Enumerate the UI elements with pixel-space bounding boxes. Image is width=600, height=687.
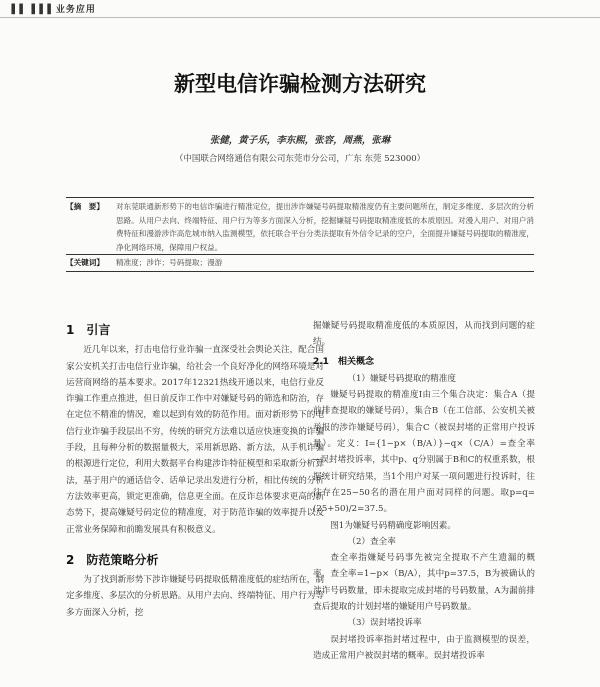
paper-title: 新型电信诈骗检测方法研究 [174,72,426,96]
abstract-mid-rule [66,254,534,255]
sub-2-text: 查全率指嫌疑号码事先被完全提取不产生遗漏的概率，查全率=1−p×（B/A），其中p=37.5，B为被确认的涉诈号码数量，即未提取完成封堵的号码数量，A为漏前排查后提取的计划封堵的嫌疑用户号码数量。 [313,553,535,613]
journal-header [8,2,96,16]
section-2-heading: 2 防范策略分析 [66,552,159,567]
keywords-block [66,256,534,270]
paper-authors: 张健，黄子乐，李东熙，张容，周燕，张琳 [209,135,391,146]
sub-1-text: 嫌疑号码提取的精准度I由三个集合决定：集合A（提前排查提取的嫌疑号码），集合B（在工信部、公安机关被举报的涉诈嫌疑号码），集合C（被误封堵的正常用户投诉量）。定义：I={1−p×（B/A）}−q×（C/A）=查全率−误封堵投诉率，其中p、q分别属于B和C的权重系数，根据统计研究结果，当1个用户对某一项问题进行投诉时，往往存在25~50名的潜在用户面对同样的问题。取p=q=(25+50)/2=37.5。 [313,390,535,515]
keywords-text: 精准度；涉诈；号码提取；漫游 [116,258,223,267]
section-1-heading: 1 引言 [66,323,111,337]
figure-note: 图1为嫌疑号码精确度影响因素。 [330,520,456,531]
abstract-text: 对东莞联通新形势下的电信诈骗进行精准定位，提出涉诈嫌疑号码提取精准度仍有主要问题所在，制定多维度、多层次的分析思路。从用户去向、终端特征、用户行为等多方面深入分析，挖掘嫌疑号码提取精准度低的本质原因。对漫入用户、对用户消费特征和漫游涉诈高危城市纳入监测模型，依托联合平台分类法提取有外信令记录的空户，全面提升嫌疑号码提取的精准度，净化网络环境，保障用户权益。 [116,202,534,252]
keywords-label: 【关键词】 [66,258,104,267]
section-1-paragraph: 近几年以来，打击电信行业诈骗一直深受社会舆论关注，配合国家公安机关打击电信行业诈骗，给社会一个良好净化的网络环境是对运营商网络的基本要求。2017年12321热线开通以来，电信行业反诈骗工作重点推进，但日前反诈工作中对嫌疑号码的筛选和防治，存在定位不精准的情况，难以起到有效的防范作用。面对新形势下的电信行业诈骗手段层出不穷，传统的研究方法难以适应快速变换的诈骗手段，且每种分析的数据量极大，采用新思路、新方法，从手机诈骗的根源进行定位，利用大数据平台构建涉诈特征模型和采取新分析算法，基于用户的通话信令、话单记录出发进行分析，相比传统的分析方法效率更高，锁定更准确，信息更全面。在反诈总体要求更高的新态势下，提高嫌疑号码定位的精准度，对于防范诈骗的效率提升以及正常业务保障和前瞻发展具有积极意义。 [66,345,324,535]
sub-2-heading: （2）查全率 [347,536,396,547]
header-marks-icon: ▐▐ ▐▐▐ [8,5,52,15]
header-rule [0,17,600,18]
abstract-bottom-rule [66,271,534,272]
sub-3-text: 误封堵投诉率指封堵过程中，由于监测模型的误差，造成正常用户被误封堵的概率。误封堵投诉率 [313,634,535,661]
right-intro: 掘嫌疑号码提取精准度低的本质原因，从而找到问题的症结。 [313,321,535,348]
sub-3-heading: （3）误封堵投诉率 [347,618,422,629]
section-2-paragraph: 为了找到新形势下涉诈嫌疑号码提取低精准度低的症结所在，制定多维度、多层次的分析思路。从用户去向、终端特征、用户行为等多方面深入分析，挖 [66,575,324,618]
right-column [313,318,535,664]
abstract-top-rule [66,197,534,198]
paper-affiliation: （中国联合网络通信有限公司东莞市分公司，广东 东莞 523000） [174,154,426,164]
left-column [66,318,324,621]
abstract-label: 【摘 要】 [66,202,104,211]
abstract-block [66,200,534,254]
section-2-1-heading: 2.1 相关概念 [313,356,374,367]
header-label: 业务应用 [55,5,96,15]
sub-1-heading: （1）嫌疑号码提取的精准度 [347,373,456,384]
